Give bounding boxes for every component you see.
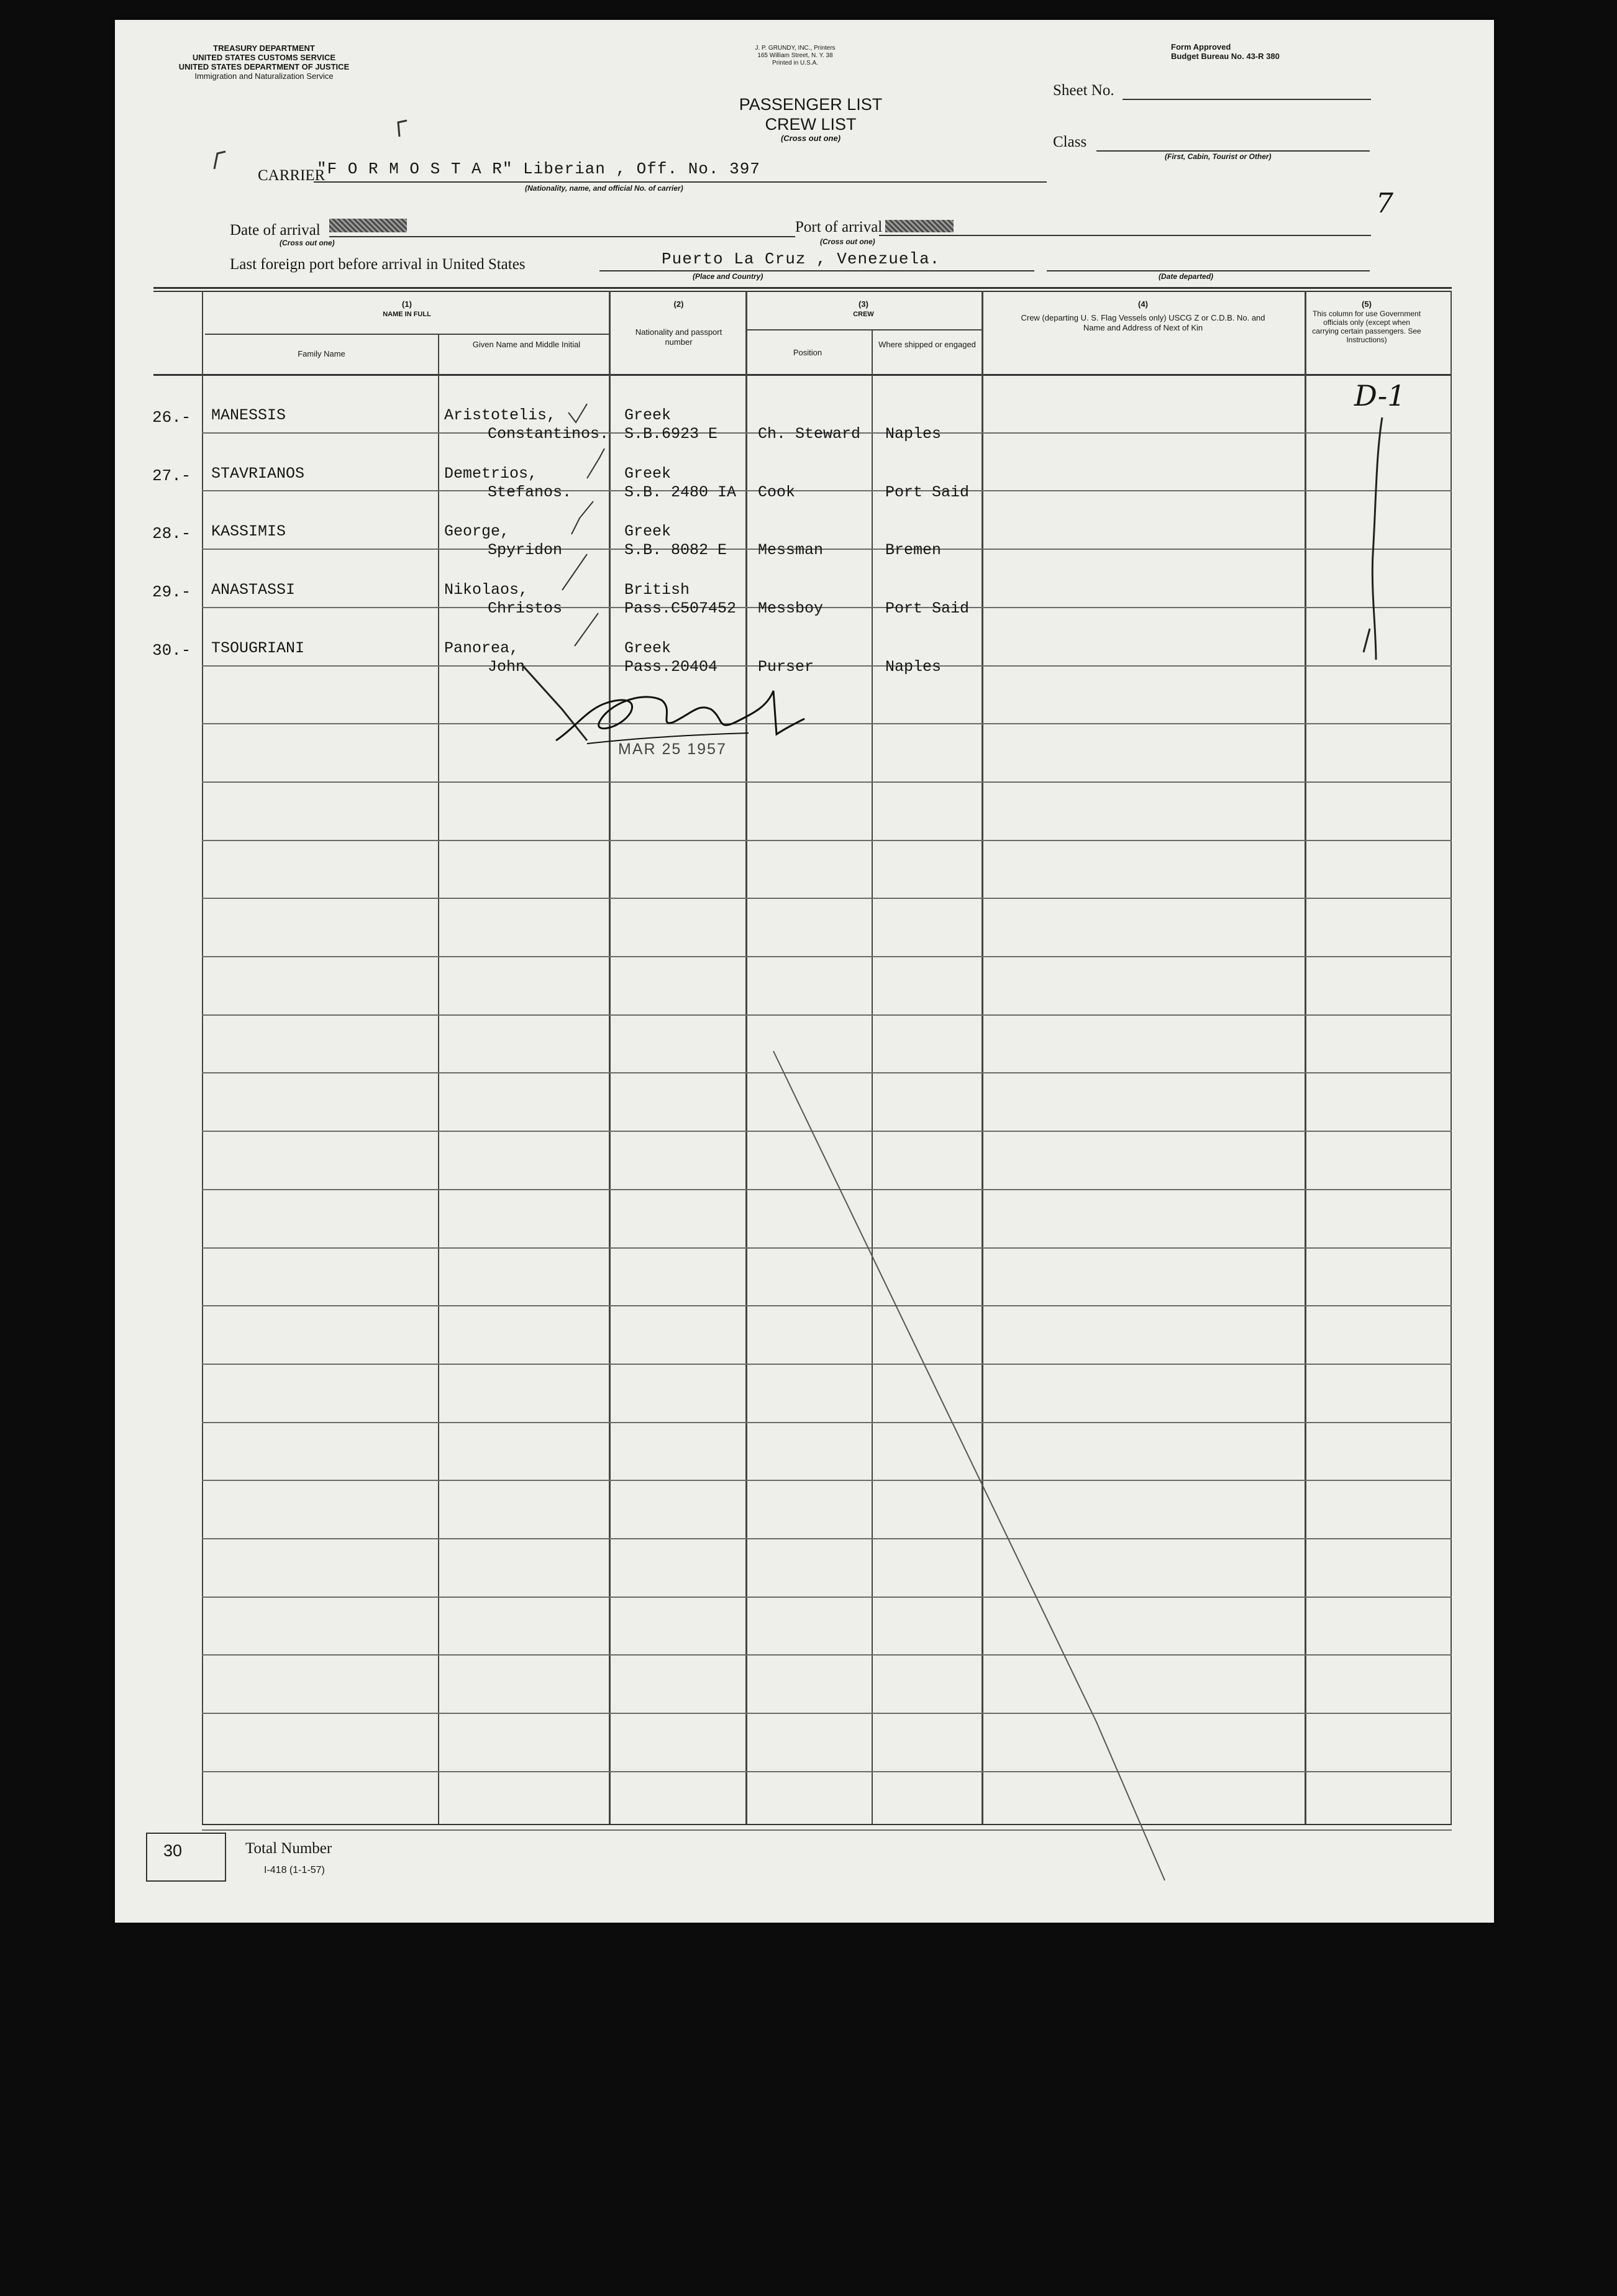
total-count: 30 bbox=[163, 1841, 183, 1860]
passport-number: Pass.C507452 bbox=[624, 599, 737, 617]
col3-number: (3) bbox=[859, 299, 868, 309]
last-port-value: Puerto La Cruz , Venezuela. bbox=[662, 250, 941, 268]
passport-number: Pass.20404 bbox=[624, 658, 718, 676]
sheet-number-mark: 7 bbox=[1376, 188, 1393, 219]
nationality: British bbox=[624, 581, 690, 599]
given-name: Aristotelis, bbox=[444, 406, 557, 424]
col-given-header: Given Name and Middle Initial bbox=[472, 340, 581, 349]
middle-name: Stefanos. bbox=[488, 483, 572, 501]
col3-title: CREW bbox=[853, 311, 874, 318]
family-name: STAVRIANOS bbox=[211, 465, 305, 483]
class-note: (First, Cabin, Tourist or Other) bbox=[1165, 152, 1272, 161]
col1-title: NAME IN FULL bbox=[383, 311, 431, 318]
middle-name: Constantinos. bbox=[488, 425, 609, 443]
row-number: 26.- bbox=[152, 408, 191, 427]
carrier-value: "F O R M O S T A R" Liberian , Off. No. 397 bbox=[317, 160, 760, 178]
col2-number: (2) bbox=[673, 299, 684, 309]
sheet-label: Sheet No. bbox=[1053, 82, 1114, 99]
middle-name: Spyridon bbox=[488, 541, 563, 559]
passport-number: S.B.6923 E bbox=[624, 425, 718, 443]
middle-name: John bbox=[488, 658, 526, 676]
row-number: 28.- bbox=[152, 524, 191, 543]
agency-header: TREASURY DEPARTMENT UNITED STATES CUSTOMS SERVICE UNITED STATES DEPARTMENT OF JUSTICE Immigration and Naturalization Service bbox=[178, 43, 350, 81]
crew-position: Messboy bbox=[758, 599, 824, 617]
where-shipped: Bremen bbox=[885, 541, 942, 559]
last-port-note: (Place and Country) bbox=[693, 272, 763, 281]
passport-number: S.B. 8082 E bbox=[624, 541, 727, 559]
passport-number: S.B. 2480 IA bbox=[624, 483, 737, 501]
date-of-arrival-label: Date of arrival bbox=[230, 222, 321, 239]
nationality: Greek bbox=[624, 522, 672, 540]
form-page bbox=[115, 20, 1494, 1923]
carrier-label: CARRIER bbox=[258, 167, 326, 184]
nationality: Greek bbox=[624, 639, 672, 657]
family-name: KASSIMIS bbox=[211, 522, 286, 540]
total-box bbox=[146, 1833, 226, 1882]
date-note: (Cross out one) bbox=[280, 239, 335, 247]
crew-position: Purser bbox=[758, 658, 814, 676]
ditto-checkmarks bbox=[115, 20, 1494, 1923]
row-number: 27.- bbox=[152, 467, 191, 485]
col-shipped-header: Where shipped or engaged bbox=[878, 340, 976, 349]
col5-number: (5) bbox=[1362, 299, 1372, 309]
given-name: George, bbox=[444, 522, 510, 540]
row-number: 30.- bbox=[152, 641, 191, 660]
nationality: Greek bbox=[624, 406, 672, 424]
col4-number: (4) bbox=[1138, 299, 1148, 309]
class-label: Class bbox=[1053, 134, 1087, 150]
middle-name: Christos bbox=[488, 599, 563, 617]
form-number: I-418 (1-1-57) bbox=[264, 1865, 325, 1875]
where-shipped: Port Said bbox=[885, 599, 970, 617]
printer-imprint: J. P. GRUNDY, INC., Printers 165 William Street, N. Y. 38 Printed in U.S.A. bbox=[755, 45, 836, 66]
last-port-label: Last foreign port before arrival in United States bbox=[230, 256, 526, 273]
given-name: Panorea, bbox=[444, 639, 519, 657]
col5-title: This column for use Government officials only (except when carrying certain passengers. See Instructions) bbox=[1312, 309, 1421, 344]
date-departed-note: (Date departed) bbox=[1159, 272, 1214, 281]
family-name: TSOUGRIANI bbox=[211, 639, 305, 657]
where-shipped: Naples bbox=[885, 658, 942, 676]
date-stamp: MAR 25 1957 bbox=[618, 740, 727, 758]
given-name: Demetrios, bbox=[444, 465, 538, 483]
carrier-note: (Nationality, name, and official No. of carrier) bbox=[525, 184, 683, 193]
col5-annotation: D-1 bbox=[1354, 379, 1406, 412]
list-title: PASSENGER LIST CREW LIST (Cross out one) bbox=[739, 95, 883, 143]
family-name: ANASTASSI bbox=[211, 581, 296, 599]
crew-position: Ch. Steward bbox=[758, 425, 861, 443]
col-family-header: Family Name bbox=[298, 349, 345, 358]
row-number: 29.- bbox=[152, 583, 191, 601]
col4-title: Crew (departing U. S. Flag Vessels only) USCG Z or C.D.B. No. and Name and Address of Next of Kin bbox=[1021, 313, 1265, 332]
col2-title: Nationality and passport number bbox=[635, 327, 722, 347]
crew-position: Cook bbox=[758, 483, 796, 501]
port-note: (Cross out one) bbox=[820, 237, 875, 246]
given-name: Nikolaos, bbox=[444, 581, 529, 599]
col1-number: (1) bbox=[402, 299, 412, 309]
family-name: MANESSIS bbox=[211, 406, 286, 424]
where-shipped: Naples bbox=[885, 425, 942, 443]
form-approval: Form Approved Budget Bureau No. 43-R 380 bbox=[1171, 42, 1280, 61]
crew-position: Messman bbox=[758, 541, 824, 559]
total-label: Total Number bbox=[245, 1840, 332, 1857]
col-position-header: Position bbox=[793, 348, 822, 357]
port-of-arrival-label: Port of arrival bbox=[795, 219, 883, 235]
where-shipped: Port Said bbox=[885, 483, 970, 501]
nationality: Greek bbox=[624, 465, 672, 483]
